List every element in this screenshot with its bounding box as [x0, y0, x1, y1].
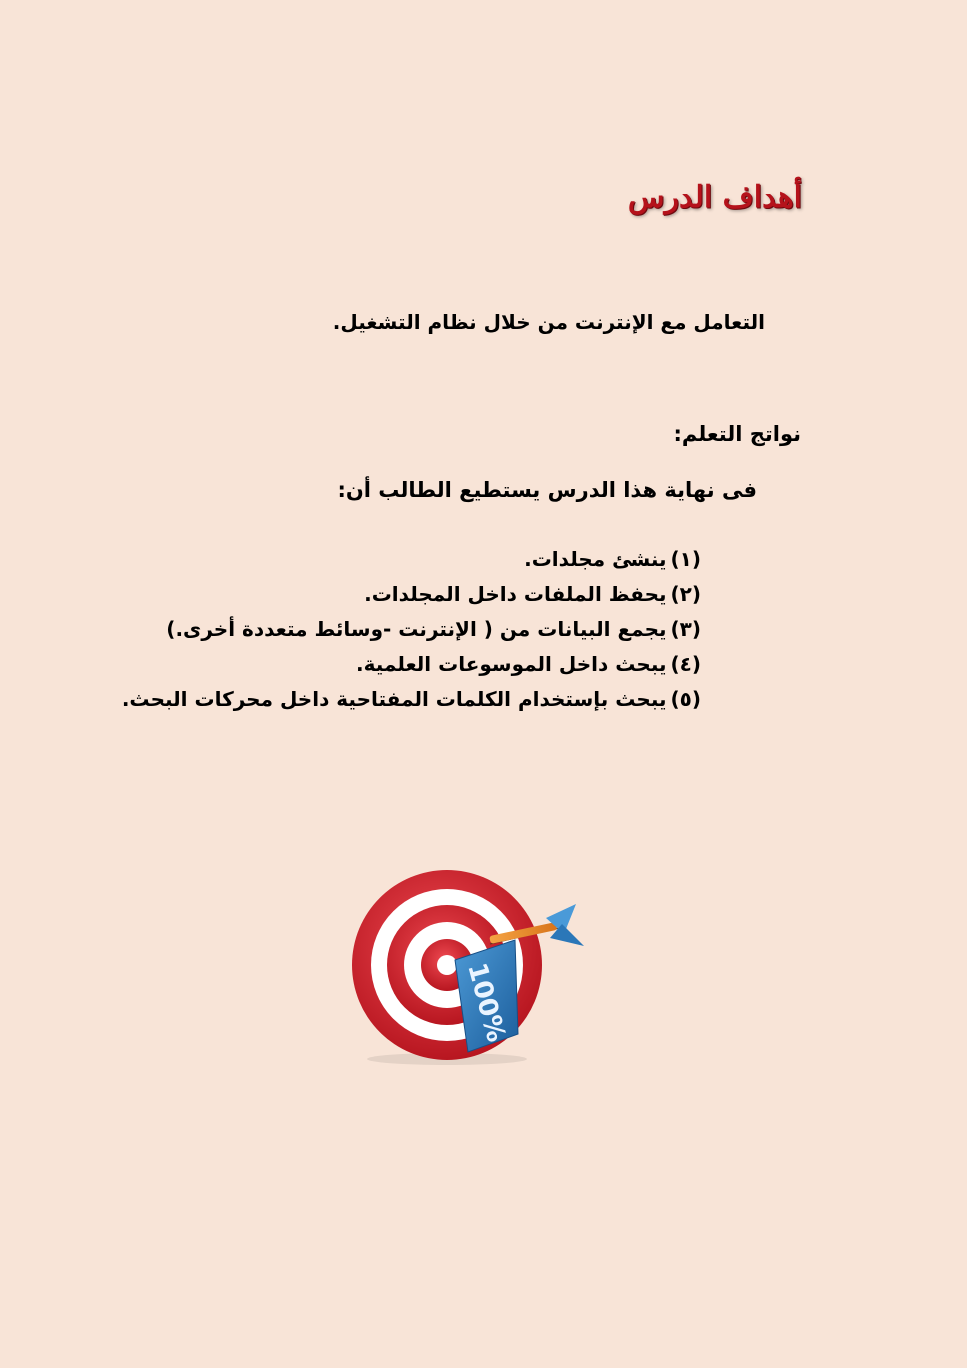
target-dart-icon [340, 862, 590, 1072]
lesson-objective: التعامل مع الإنترنت من خلال نظام التشغيل. [332, 310, 765, 334]
list-item-text: يبحث داخل الموسوعات العلمية. [356, 652, 667, 676]
list-item [122, 577, 701, 612]
list-item [122, 542, 701, 577]
learning-outcomes-intro: فى نهاية هذا الدرس يستطيع الطالب أن: [337, 478, 757, 502]
learning-outcomes-heading: نواتج التعلم: [673, 422, 801, 446]
list-item-text: يحفظ الملفات داخل المجلدات. [364, 582, 667, 606]
list-item [122, 682, 701, 717]
list-item-number: (١) [670, 547, 701, 571]
flag-label: 100% [461, 959, 511, 1046]
list-item [122, 612, 701, 647]
list-item-number: (٢) [670, 582, 701, 606]
list-item-number: (٤) [670, 652, 701, 676]
list-item-text: ينشئ مجلدات. [524, 547, 667, 571]
list-item-number: (٥) [670, 687, 701, 711]
list-item [122, 647, 701, 682]
page-title: أهداف الدرس [627, 180, 802, 215]
list-item-text: يبحث بإستخدام الكلمات المفتاحية داخل محركات البحث. [121, 687, 667, 711]
learning-outcomes-list [122, 542, 701, 717]
list-item-text: يجمع البيانات من ( الإنترنت -وسائط متعددة أخرى.) [166, 617, 667, 641]
list-item-number: (٣) [670, 617, 701, 641]
